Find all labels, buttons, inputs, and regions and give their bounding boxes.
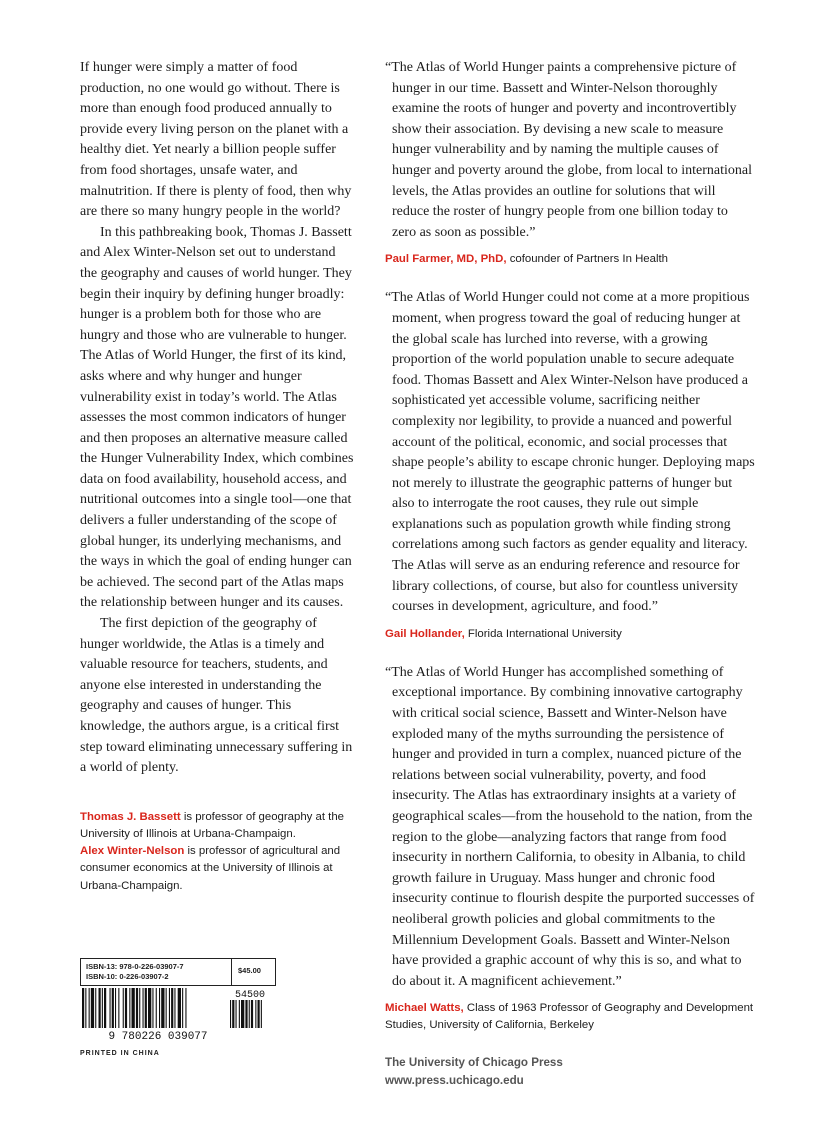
- barcode-bar: [166, 988, 167, 1028]
- quote-author: Gail Hollander,: [385, 627, 465, 640]
- praise-column: [385, 58, 755, 1090]
- publisher-name: The University of Chicago Press: [385, 1056, 563, 1070]
- barcode-bar: [139, 988, 140, 1028]
- description-paragraph-1: If hunger were simply a matter of food production, no one would go without. There is more than enough food produced annually to provide every living person on the planet with a healthy diet. Yet nearly a billion people suffer from food shortages, unsafe water, and malnutrition. If there is plenty of food, then why are there so many hungry people in the world?: [80, 60, 352, 220]
- author-name-2: Alex Winter-Nelson: [80, 845, 185, 858]
- barcode-block: [80, 958, 276, 1057]
- quote-affiliation: Class of 1963 Professor of Geography and Development Studies, University of California, Berkeley: [385, 1002, 754, 1032]
- barcode-bar: [148, 988, 151, 1028]
- barcode-graphic: [80, 986, 276, 1042]
- barcode-addon-bar: [245, 1000, 247, 1028]
- printed-in: PRINTED IN CHINA: [80, 1050, 160, 1057]
- publisher-url: www.press.uchicago.edu: [385, 1074, 524, 1088]
- barcode-bar: [89, 988, 90, 1028]
- barcode-bar: [102, 988, 103, 1028]
- barcode-bar: [182, 988, 183, 1028]
- barcode-bar: [178, 988, 181, 1028]
- praise-quote-1: [385, 58, 755, 268]
- barcode-addon-bar: [239, 1000, 240, 1028]
- quote-text: “The Atlas of World Hunger paints a comprehensive picture of hunger in our time. Bassett and Winter-Nelson thoroughly examine the roots of hunger and poverty and incontrovertibly show their association. By devising a new scale to measure hunger vulnerability and by naming the multiple causes of hunger and poverty around the globe, from local to international levels, the Atlas provides an outline for solutions that will reduce the roster of hungry people from one billion today to zero as soon as possible.”: [385, 60, 753, 240]
- barcode-bar: [95, 988, 96, 1028]
- barcode-bar: [91, 988, 94, 1028]
- barcode-bar: [110, 988, 111, 1028]
- barcode-bar: [136, 988, 138, 1028]
- barcode-bar: [125, 988, 127, 1028]
- barcode-addon-bar: [232, 1000, 234, 1028]
- publisher-block: [385, 1054, 755, 1090]
- barcode-bar: [152, 988, 153, 1028]
- barcode-bar: [185, 988, 186, 1028]
- barcode-bar: [82, 988, 84, 1028]
- isbn-text: [81, 959, 232, 985]
- barcode-bar: [156, 988, 157, 1028]
- barcode-bar: [118, 988, 119, 1028]
- barcode-bar: [112, 988, 114, 1028]
- quote-text: “The Atlas of World Hunger could not come at a more propitious moment, when progress toward the goal of reducing hunger at the global scale has lurched into reverse, with a growing proportion of the world population unable to secure adequate food. Thomas Bassett and Alex Winter-Nelson have produced a sophisticated yet accessible volume, sacrificing neither complexity nor legibility, to provide a nuanced and powerful account of the political, economic, and social processes that shape people’s ability to escape chronic hunger. Deploying maps not merely to illustrate the geographic patterns of hunger but also to interrogate the root causes, they rule out simple explanations such as population growth while finding strong correlations among such factors as gender equality and literacy. The Atlas will serve as an enduring reference and resource for library collections, of course, but also for countless university courses in development, agriculture, and food.”: [385, 290, 755, 615]
- quote-attribution: [385, 251, 755, 268]
- barcode-bar: [99, 988, 101, 1028]
- barcode-bar: [145, 988, 147, 1028]
- barcode-bar: [123, 988, 124, 1028]
- barcode-bar: [85, 988, 86, 1028]
- barcode-addon-digits: 54500: [234, 990, 266, 1001]
- quote-author: Paul Farmer, MD, PhD,: [385, 253, 507, 266]
- barcode-bar: [169, 988, 170, 1028]
- price: $45.00: [238, 966, 261, 975]
- barcode-addon-bar: [251, 1000, 253, 1028]
- isbn-box: [80, 958, 276, 986]
- praise-quote-2: [385, 288, 755, 643]
- author-name-1: Thomas J. Bassett: [80, 810, 181, 823]
- isbn-13: ISBN-13: 978-0-226-03907-7: [86, 962, 184, 971]
- barcode-bar: [161, 988, 164, 1028]
- barcode-bar: [143, 988, 144, 1028]
- isbn-10: ISBN-10: 0-226-03907-2: [86, 972, 169, 981]
- praise-quote-3: [385, 663, 755, 1035]
- barcode-bar: [104, 988, 106, 1028]
- description-paragraph-3: The first depiction of the geography of hunger worldwide, the Atlas is a timely and valuable resource for teachers, students, and anyone else interested in understanding the geography and causes of hunger. This knowledge, the authors argue, is a critical first step toward eliminating unnecessary suffering in a world of plenty.: [80, 616, 353, 776]
- barcode-addon-bar: [241, 1000, 244, 1028]
- quote-text: “The Atlas of World Hunger has accomplished something of exceptional importance. By combining innovative cartography with critical social science, Bassett and Winter-Nelson have exploded many of the myths surrounding the persistence of hunger and provided in turn a complex, nuanced picture of the relations between social vulnerability, poverty, and food insecurity. The Atlas has extraordinary insights at a variety of geographical scales—from the household to the nation, from the region to the globe—analyzing factors that range from food insecurity in northern California, to obesity in Albania, to child growth failure in Uruguay. Mass hunger and chronic food insecurity continue to flourish despite the purported successes of neoliberal growth policies and global commitments to the Millennium Development Goals. Bassett and Winter-Nelson have provided a graphic account of why this is so, and what to do about it. A magnificent achievement.”: [385, 664, 755, 989]
- barcode-bar: [115, 988, 116, 1028]
- quote-affiliation: cofounder of Partners In Health: [506, 253, 668, 266]
- barcode-addon-bar: [258, 1000, 260, 1028]
- barcode-bar: [129, 988, 130, 1028]
- barcode-addon-bar: [236, 1000, 237, 1028]
- barcode-addon-bar: [230, 1000, 231, 1028]
- quote-affiliation: Florida International University: [464, 627, 622, 640]
- quote-author: Michael Watts,: [385, 1002, 464, 1015]
- barcode-bar: [159, 988, 160, 1028]
- quote-attribution: [385, 1000, 755, 1034]
- barcode-bar: [132, 988, 135, 1028]
- author-bios: [80, 809, 355, 895]
- barcode-digits: 9 780226 039077: [108, 1031, 208, 1042]
- description-column: [80, 58, 355, 895]
- description-paragraph-2: In this pathbreaking book, Thomas J. Bassett and Alex Winter-Nelson set out to understand the geography and causes of world hunger. They begin their inquiry by defining hunger broadly: hunger is a problem both for those who are hungry and those who are vulnerable to hunger. The Atlas of World Hunger, the first of its kind, asks where and why hunger and hunger vulnerability exist in today’s world. The Atlas assesses the most common indicators of hunger and then proposes an alternative measure called the Hunger Vulnerability Index, which combines data on food availability, household access, and nutritional outcomes into a single tool—one that delivers a fuller understanding of the scope of global hunger, its underlying mechanisms, and the ways in which the goal of ending hunger can be achieved. The second part of the Atlas maps the relationship between hunger and its causes.: [80, 224, 354, 611]
- barcode-bar: [174, 988, 175, 1028]
- quote-attribution: [385, 626, 755, 643]
- barcode-bar: [171, 988, 173, 1028]
- barcode-addon-bar: [255, 1000, 256, 1028]
- barcode-addon-bar: [261, 1000, 262, 1028]
- author-bio-1: is professor of geography at the University of Illinois at Urbana-Champaign.: [80, 810, 345, 840]
- author-bio-2: is professor of agricultural and consumer economics at the University of Illinois at Urbana-Champaign.: [80, 845, 341, 892]
- barcode-addon-bar: [249, 1000, 250, 1028]
